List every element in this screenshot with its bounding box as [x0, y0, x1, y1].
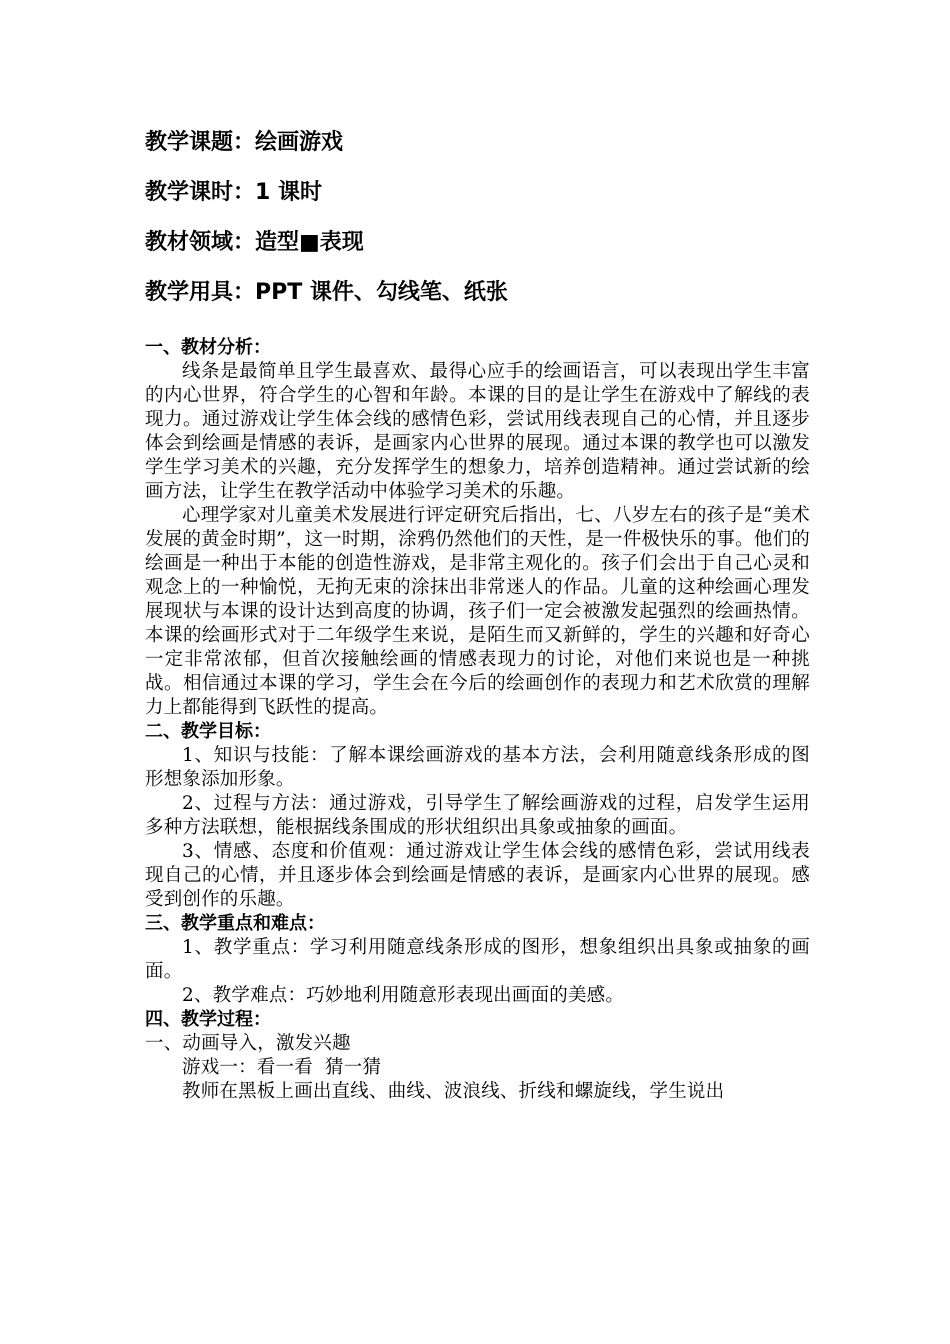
- keypoints-paragraph-1: 1、教学重点：学习利用随意线条形成的图形，想象组织出具象或抽象的画面。: [145, 937, 810, 982]
- process-game-1-text: 教师在黑板上画出直线、曲线、波浪线、折线和螺旋线，学生说出: [182, 1081, 725, 1102]
- section-heading-keypoints: 三、教学重点和难点：: [145, 913, 325, 934]
- lesson-topic: [145, 128, 810, 158]
- goals-paragraph-3: 3、情感、态度和价值观：通过游戏让学生体会线的感情色彩，尝试用线表现自己的心情，并且逐步体会到绘画是情感的表诉，是画家内心世界的展现。感受到创作的乐趣。: [145, 841, 810, 910]
- lesson-topic-label: 教学课题：: [145, 130, 256, 155]
- section-heading-process: 四、教学过程：: [145, 1009, 271, 1030]
- analysis-paragraph-2: 心理学家对儿童美术发展进行评定研究后指出，七、八岁左右的孩子是“美术发展的黄金时期”，这一时期，涂鸦仍然他们的天性，是一件极快乐的事。他们的绘画是一种出于本能的创造性游戏，是非常主观化的。孩子们会出于自己心灵和观念上的一种愉悦，无拘无束的涂抹出非常迷人的作品。儿童的这种绘画心理发展现状与本课的设计达到高度的协调，孩子们一定会被激发起强烈的绘画热情。本课的绘画形式对于二年级学生来说，是陌生而又新鲜的，学生的兴趣和好奇心一定非常浓郁，但首次接触绘画的情感表现力的讨论，对他们来说也是一种挑战。相信通过本课的学习，学生会在今后的绘画创作的表现力和艺术欣赏的理解力上都能得到飞跃性的提高。: [145, 505, 810, 718]
- section-heading-goals: 二、教学目标：: [145, 721, 271, 742]
- section-heading-analysis: 一、教材分析：: [145, 337, 271, 358]
- process-step-1: 一、动画导入，激发兴趣: [145, 1033, 351, 1054]
- goals-paragraph-2: 2、过程与方法：通过游戏，引导学生了解绘画游戏的过程，启发学生运用多种方法联想，能根据线条围成的形状组织出具象或抽象的画面。: [145, 793, 810, 838]
- keypoints-paragraph-2: 2、教学难点：巧妙地利用随意形表现出画面的美感。: [182, 985, 625, 1006]
- lesson-hours: [145, 178, 810, 208]
- analysis-paragraph-1: 线条是最简单且学生最喜欢、最得心应手的绘画语言，可以表现出学生丰富的内心世界，符合学生的心智和年龄。本课的目的是让学生在游戏中了解线的表现力。通过游戏让学生体会线的感情色彩，尝试用线表现自己的心情，并且逐步体会到绘画是情感的表诉，是画家内心世界的展现。通过本课的教学也可以激发学生学习美术的兴趣，充分发挥学生的想象力，培养创造精神。通过尝试新的绘画方法，让学生在教学活动中体验学习美术的乐趣。: [145, 361, 810, 502]
- lesson-tools: [145, 278, 810, 308]
- lesson-tools-value: PPT 课件、勾线笔、纸张: [255, 280, 508, 305]
- lesson-tools-label: 教学用具：: [145, 280, 256, 305]
- lesson-domain-label: 教材领域：: [145, 230, 256, 255]
- lesson-hours-value: 1 课时: [255, 180, 322, 205]
- lesson-domain: [145, 228, 810, 258]
- document-body: [145, 336, 810, 1104]
- process-game-1-title: 游戏一：看一看 猜一猜: [182, 1057, 382, 1078]
- document-page: [145, 128, 810, 1104]
- lesson-domain-value: 造型■表现: [255, 230, 364, 255]
- goals-paragraph-1: 1、知识与技能：了解本课绘画游戏的基本方法，会利用随意线条形成的图形想象添加形象。: [145, 745, 810, 790]
- lesson-hours-label: 教学课时：: [145, 180, 256, 205]
- lesson-topic-value: 绘画游戏: [255, 130, 344, 155]
